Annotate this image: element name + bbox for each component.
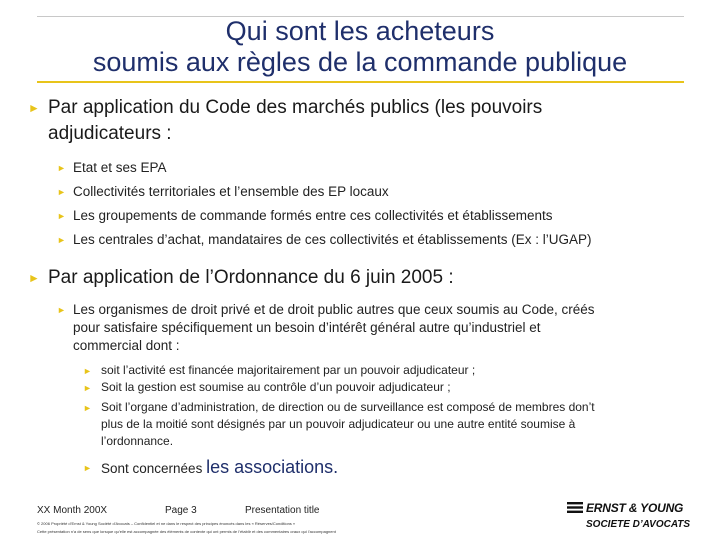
sub-list-item-line-1: Soit l’organe d’administration, de direction ou de surveillance est composé de membres don’t bbox=[101, 400, 595, 414]
slide-title bbox=[30, 16, 690, 78]
section2-item-line-3: commercial dont : bbox=[73, 338, 180, 353]
triangle-right-icon: ► bbox=[83, 383, 92, 393]
section1-heading-line-1: Par application du Code des marchés publics (les pouvoirs bbox=[48, 97, 543, 118]
associations-item bbox=[101, 455, 691, 481]
triangle-right-icon: ► bbox=[83, 463, 92, 473]
list-item: Etat et ses EPA bbox=[73, 160, 167, 175]
triangle-right-icon: ► bbox=[57, 187, 66, 197]
section2-item bbox=[73, 301, 693, 355]
list-item: Les groupements de commande formés entre ces collectivités et établissements bbox=[73, 208, 553, 223]
title-line-1: Qui sont les acheteurs bbox=[225, 16, 495, 46]
triangle-right-icon: ► bbox=[83, 403, 92, 413]
associations-emphasis: les associations. bbox=[206, 457, 339, 477]
sub-list-item: Soit la gestion est soumise au contrôle d’un pouvoir adjudicateur ; bbox=[101, 380, 451, 394]
triangle-right-icon: ► bbox=[57, 235, 66, 245]
sub-list-item bbox=[101, 399, 691, 450]
list-item: Les centrales d’achat, mandataires de ces collectivités et établissements (Ex : l’UGAP) bbox=[73, 232, 592, 247]
footer-presentation-title: Presentation title bbox=[245, 505, 320, 516]
section1-heading bbox=[48, 95, 698, 147]
section2-heading: Par application de l’Ordonnance du 6 juin 2005 : bbox=[48, 267, 454, 288]
footer-page: Page 3 bbox=[165, 505, 197, 516]
section1-heading-line-2: adjudicateurs : bbox=[48, 123, 172, 144]
triangle-right-icon: ► bbox=[83, 366, 92, 376]
logo-subtitle: SOCIETE D’AVOCATS bbox=[586, 519, 691, 530]
triangle-right-icon: ► bbox=[28, 101, 40, 115]
triangle-right-icon: ► bbox=[57, 163, 66, 173]
title-line-2: soumis aux règles de la commande publique bbox=[92, 47, 628, 77]
triangle-right-icon: ► bbox=[57, 305, 66, 315]
title-underline bbox=[37, 81, 684, 83]
associations-prefix: Sont concernées bbox=[101, 461, 203, 476]
sub-list-item-line-3: l’ordonnance. bbox=[101, 434, 174, 448]
triangle-right-icon: ► bbox=[57, 211, 66, 221]
logo-name: ERNST & YOUNG bbox=[586, 501, 684, 515]
section2-item-line-2: pour satisfaire spécifiquement un besoin d’intérêt général autre qu’industriel et bbox=[73, 320, 541, 335]
ey-logo-icon bbox=[566, 500, 584, 515]
footer-copyright-line-1: © 2006 Propriété d’Ernst & Young Société d’Avocats – Confidentiel et ne dans le respect des principes énoncés dans les « Réserves/Conditions » bbox=[37, 521, 296, 526]
sub-list-item-line-2: plus de la moitié sont désignés par un pouvoir adjudicateur ou une autre entité soumise à bbox=[101, 417, 576, 431]
section2-item-line-1: Les organismes de droit privé et de droit public autres que ceux soumis au Code, créés bbox=[73, 302, 595, 317]
list-item: Collectivités territoriales et l’ensemble des EP locaux bbox=[73, 184, 389, 199]
footer-copyright-line-2: Cette présentation n’a de sens que lorsque qu’elle est accompagnée des éléments de contexte qui ont permis de l’établir et des commentaires oraux qui l’accompagnent bbox=[37, 529, 336, 534]
sub-list-item: soit l’activité est financée majoritairement par un pouvoir adjudicateur ; bbox=[101, 363, 476, 377]
triangle-right-icon: ► bbox=[28, 271, 40, 285]
footer-date: XX Month 200X bbox=[37, 505, 108, 516]
